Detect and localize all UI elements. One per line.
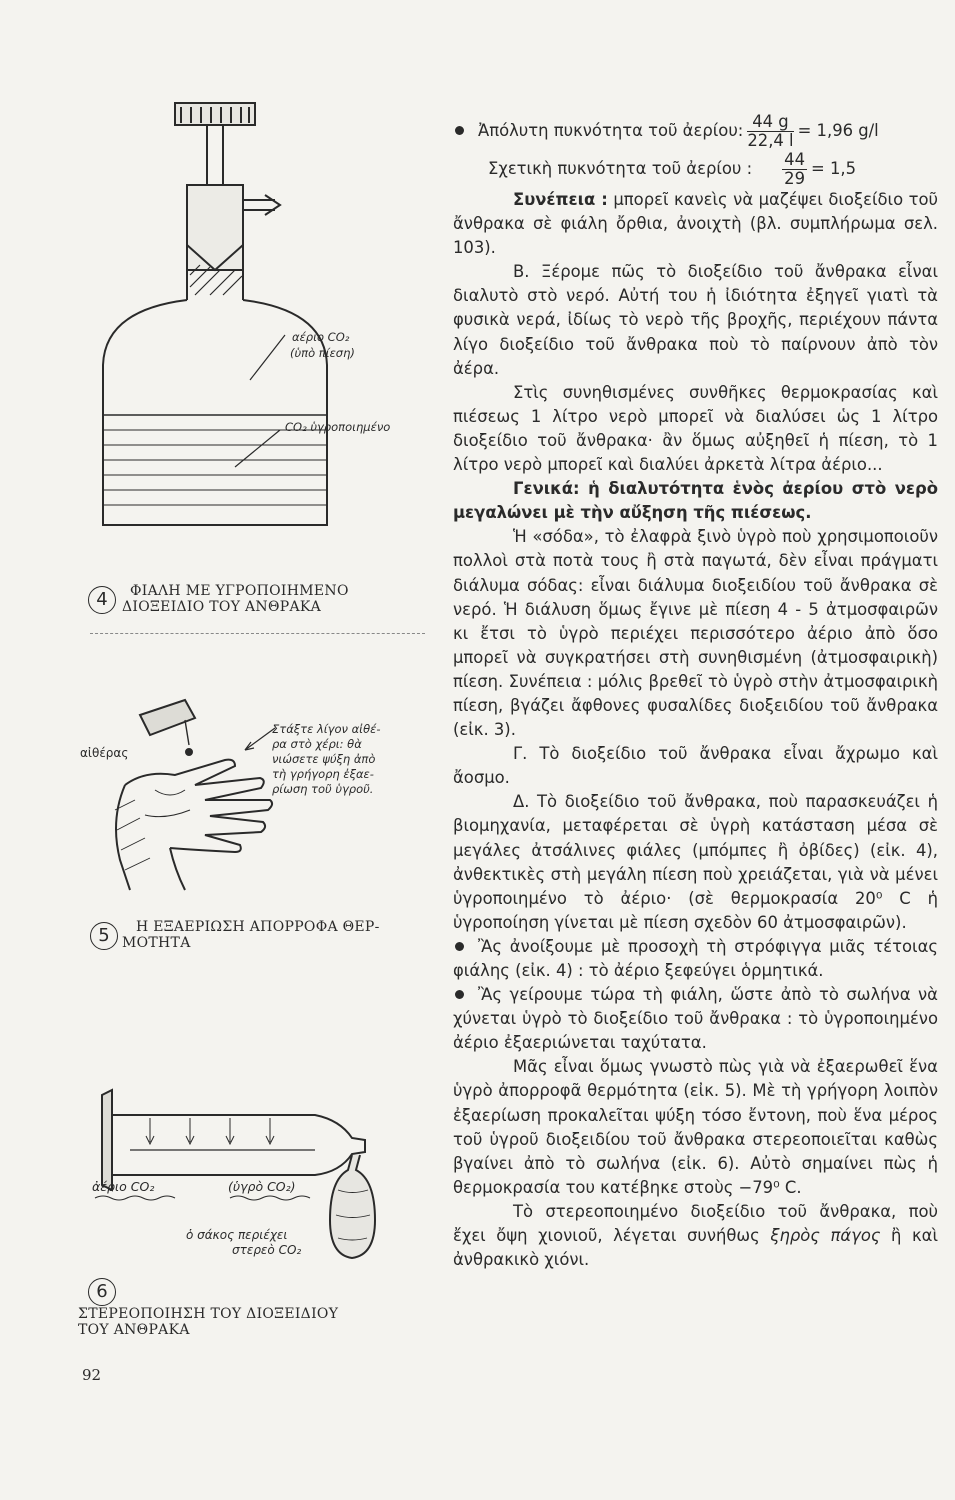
bullet-paragraph-1 [453,935,938,983]
paragraph-soda: Ἡ «σόδα», τὸ ἐλαφρὰ ξινὸ ὑγρὸ ποὺ χρησιμοποιοῦν πολλοὶ στὰ ποτὰ τους ἢ στὰ παγωτά, δὲν εἶναι πράγματι διάλυμα σόδας: εἶναι διάλυμα διοξειδίου τοῦ ἄνθρακα σὲ νερό. Ἡ διάλυση ὅμως ἔγινε μὲ πίεση 4 - 5 ἀτμοσφαιρῶν κι ἔτσι τὸ ὑγρὸ περιέχει περισσότερο ἀέριο ἀπὸ ὅσο μπορεῖ νὰ συγκρατήσει στὴ συνηθισμένη (ἀτμοσφαιρικὴ) πίεση. Συνέπεια : μόλις βρεθεῖ τὸ ὑγρὸ στὴν ἀτμοσφαιρικὴ πίεση, βγάζει ἄφθονες φυσαλίδες διοξειδίου τοῦ ἄνθρακα (εἰκ. 3). [453,527,938,740]
fig4-caption-1: ΦΙΑΛΗ ΜΕ ΥΓΡΟΠΟΙΗΜΕΝΟ [130,583,349,599]
absolute-density-equation [453,112,938,150]
fig5-note-line: Στάξτε λίγον αἰθέ- [272,722,381,736]
rel-density-label: Σχετικὴ πυκνότητα τοῦ ἀερίου : [488,158,753,178]
bullet-paragraph-2 [453,983,938,1055]
consequence-text: μπορεῖ κανεὶς νὰ μαζέψει διοξείδιο τοῦ ἄνθρακα σὲ φιάλη ὄρθια, ἀνοιχτὴ (βλ. συμπλήρωμα σελ. 103). [453,190,938,258]
paragraph-d: Δ. Τὸ διοξείδιο τοῦ ἄνθρακα, ποὺ παρασκευάζει ἡ βιομηχανία, μεταφέρεται σὲ ὑγρὴ κατάσταση μέσα σὲ μεγάλες ἀτσάλινες φιάλες (μπόμπες ἢ ὀβίδες) (εἰκ. 4), ἀνθεκτικὲς στὴ μεγάλη πίεση ποὺ χρειάζεται, γιὰ νὰ μένει ὑγροποιημένο τὸ ἀέριο· (σὲ θερμοκρασία 20⁰ C ἡ ὑγροποίηση γίνεται μὲ πίεση σχεδὸν 60 ἀτμοσφαιρῶν). [453,792,938,932]
bullet-icon [455,942,464,951]
fig6-label-liquid: (ὑγρὸ CO₂) [228,1179,296,1194]
rel-density-fraction [782,151,807,188]
abs-density-result: = 1,96 g/l [797,120,879,140]
paragraph-c: Γ. Τὸ διοξείδιο τοῦ ἄνθρακα εἶναι ἄχρωμο καὶ ἄοσμο. [453,744,938,788]
dry-ice-text-a: Τὸ στερεοποιημένο διοξείδιο τοῦ ἄνθρακα, ποὺ ἔχει ὄψη χιονιοῦ, λέγεται συνήθως [453,1201,938,1246]
fig5-note-line: τὴ γρήγορη ἐξαε- [272,767,374,781]
fig5-caption-2: ΜΟΤΗΤΑ [122,935,191,951]
fig5-label-ether: αἰθέρας [80,746,129,760]
fig5-note [272,722,380,797]
dry-ice-term: ξηρὸς πάγος [770,1226,881,1246]
fig6-number: 6 [88,1278,116,1306]
bullet-text-1: Ἂς ἀνοίξουμε μὲ προσοχὴ τὴ στρόφιγγα μιᾶς τέτοιας φιάλης (εἰκ. 4) : τὸ ἀέριο ξεφεύγει ὁρμητικά. [453,936,938,980]
fig5-note-line: νιώσετε ψύξη ἀπὸ [272,752,376,766]
body-text-column [453,112,938,1272]
fig5-caption-1: Η ΕΞΑΕΡΙΩΣΗ ΑΠΟΡΡΟΦΑ ΘΕΡ- [136,919,380,935]
paragraph-evaporation: Μᾶς εἶναι ὅμως γνωστὸ πὼς γιὰ νὰ ἐξαερωθεῖ ἕνα ὑγρὸ ἀπορροφᾶ θερμότητα (εἰκ. 5). Μὲ τὴ γρήγορη λοιπὸν ἐξαερίωση προκαλεῖται ψύξη τόσο ἔντονη, ποὺ ἕνα μέρος τοῦ ὑγροῦ διοξειδίου τοῦ ἄνθρακα στερεοποιεῖται καθὼς βγαίνει ἀπὸ τὸ σωλήνα (εἰκ. 6). Αὐτὸ σημαίνει πὼς ἡ θερμοκρασία του κατέβηκε στοὺς −79⁰ C. [453,1057,938,1197]
rel-density-result: = 1,5 [811,158,857,178]
fig6-caption-2: ΤΟΥ ΑΝΘΡΑΚΑ [78,1322,190,1338]
fig5-note-line: ρα στὸ χέρι: θὰ [272,737,362,751]
fig6-label-bag-1: ὁ σάκος περιέχει [186,1228,288,1242]
rel-density-denominator: 29 [784,168,805,188]
relative-density-equation [453,150,938,188]
abs-density-denominator: 22,4 l [747,130,794,150]
rel-density-numerator: 44 [784,149,805,169]
fig4-label-liquid: CO₂ ὑγροποιημένο [285,420,391,434]
abs-density-numerator: 44 g [747,113,793,132]
abs-density-label: Ἀπόλυτη πυκνότητα τοῦ ἀερίου: [478,120,744,140]
divider [90,633,425,634]
fig4-label-gas-2: (ὑπὸ πίεση) [290,346,355,360]
paragraph-solubility: Στὶς συνηθισμένες συνθῆκες θερμοκρασίας καὶ πιέσεως 1 λίτρο νερὸ μπορεῖ νὰ διαλύσει ὡς 1 λίτρο διοξείδιο τοῦ ἄνθρακα· ἂν ὅμως αὐξηθεῖ ἡ πίεση, τὸ 1 λίτρο νερὸ μπορεῖ καὶ διαλύει ἀρκετὰ λίτρα ἀέριο... [453,382,938,475]
consequence-label: Συνέπεια : [513,190,608,209]
abs-density-fraction [747,113,793,150]
bullet-text-2: Ἂς γείρουμε τώρα τὴ φιάλη, ὥστε ἀπὸ τὸ σωλήνα νὰ χύνεται ὑγρὸ τὸ διοξείδιο τοῦ ἄνθρακα : τὸ ὑγροποιημένο ἀέριο ἐξαεριώνεται ταχύτατα. [453,985,938,1053]
fig4-caption-2: ΔΙΟΞΕΙΔΙΟ ΤΟΥ ΑΝΘΡΑΚΑ [122,599,322,615]
fig4-label-gas-1: αέριο CO₂ [292,330,350,344]
paragraph-b: B. Ξέρομε πῶς τὸ διοξείδιο τοῦ ἄνθρακα εἶναι διαλυτὸ στὸ νερό. Αὐτή του ἡ ἰδιότητα ἐξηγεῖ γιατὶ τὰ φυσικὰ νερά, ἰδίως τὸ νερὸ τῆς βροχῆς, περιέχουν πάντα λίγο διοξείδιο τοῦ ἄνθρακα ποὺ τὸ παίρνουν ἀπὸ τὸν ἀέρα. [453,262,938,378]
paragraph-consequence [453,188,938,260]
fig5-number: 5 [90,922,118,950]
paragraph-general-rule: Γενικά: ἡ διαλυτότητα ἑνὸς ἀερίου στὸ νερὸ μεγαλώνει μὲ τὴν αὔξηση τῆς πιέσεως. [453,479,938,523]
fig6-label-gas: ἀέριο CO₂ [92,1179,155,1194]
fig6-label-bag-2: στερεὸ CO₂ [232,1243,302,1257]
paragraph-dry-ice [453,1200,938,1272]
bullet-icon [455,126,464,135]
fig4-number: 4 [88,586,116,614]
page-number: 92 [82,1366,102,1384]
dry-ice-text-b: ἢ καὶ ἀνθρακικὸ χιόνι. [453,1226,938,1270]
fig6-caption-1: ΣΤΕΡΕΟΠΟΙΗΣΗ ΤΟΥ ΔΙΟΞΕΙΔΙΟΥ [78,1306,339,1322]
fig5-note-line: ρίωση τοῦ ὑγροῦ. [272,782,374,796]
bullet-icon [455,990,464,999]
